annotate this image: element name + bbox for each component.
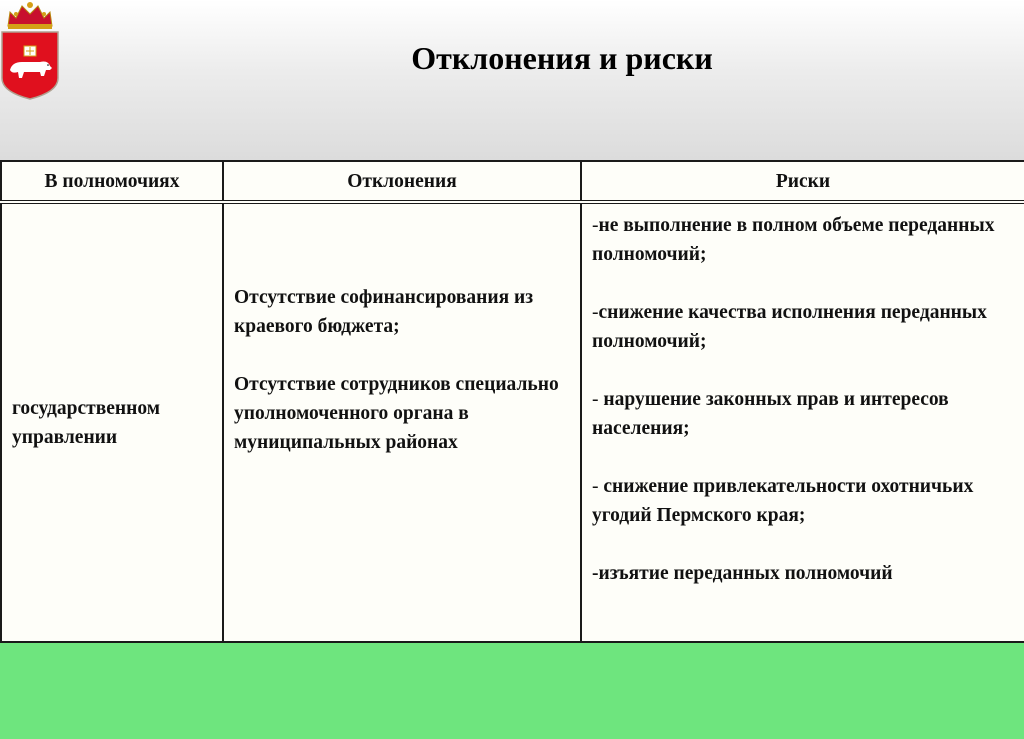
risk-item: -изъятие переданных полномочий bbox=[592, 563, 893, 584]
risk-item: - нарушение законных прав и интересов населения; bbox=[592, 389, 949, 439]
risk-table bbox=[0, 160, 1024, 643]
perm-krai-coat-of-arms-icon bbox=[0, 0, 60, 100]
risk-item: -снижение качества исполнения переданных полномочий; bbox=[592, 302, 987, 352]
scope-cell bbox=[1, 202, 223, 642]
column-header-deviations: Отклонения bbox=[223, 161, 581, 202]
table-header-row bbox=[1, 161, 1024, 202]
page-title: Отклонения и риски bbox=[411, 40, 713, 76]
risks-cell bbox=[581, 202, 1024, 642]
footer-band bbox=[0, 643, 1024, 739]
column-header-scope: В полномочиях bbox=[1, 161, 223, 202]
scope-text: государственном управлении bbox=[12, 397, 161, 448]
header-band bbox=[0, 0, 1024, 160]
risk-item: -не выполнение в полном объеме переданных полномочий; bbox=[592, 215, 995, 265]
risk-table-container bbox=[0, 160, 1024, 643]
deviations-cell bbox=[223, 202, 581, 642]
risk-item: - снижение привлекательности охотничьих угодий Пермского края; bbox=[592, 476, 974, 526]
deviation-item: Отсутствие сотрудников специально уполномоченного органа в муниципальных районах bbox=[234, 374, 559, 453]
column-header-risks: Риски bbox=[581, 161, 1024, 202]
deviation-item: Отсутствие софинансирования из краевого бюджета; bbox=[234, 287, 534, 337]
table-row bbox=[1, 202, 1024, 642]
